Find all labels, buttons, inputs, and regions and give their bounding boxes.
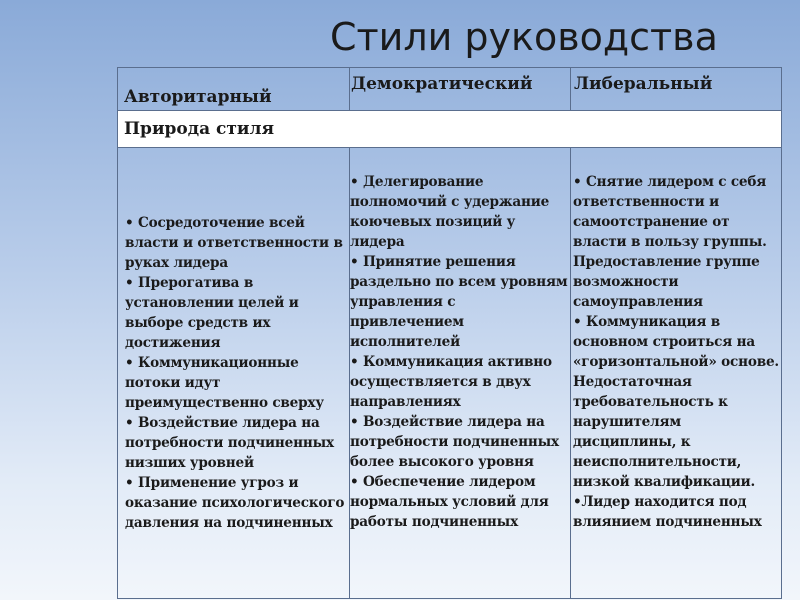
list-item: • Воздействие лидера на потребности подчиненных низших уровней [125, 415, 334, 471]
list-item: • Коммуникация активно осуществляется в двух направлениях [350, 354, 552, 410]
section-row [118, 111, 782, 148]
list-item: • Воздействие лидера на потребности подчиненных более высокого уровня [350, 414, 559, 470]
list-item: • Снятие лидером с себя ответственности и самоотстранение от власти в пользу группы. Предоставление группе возможности самоуправления [573, 174, 767, 310]
list-item: •Лидер находится под влиянием подчиненных [573, 494, 762, 530]
cell-authoritarian [118, 148, 350, 599]
cell-democratic [350, 148, 571, 599]
cell-liberal [571, 148, 782, 599]
list-item: • Делегирование полномочий с удержание коючевых позиций у лидера [350, 174, 550, 250]
header-authoritarian: Авторитарный [118, 68, 350, 111]
table-header-row [118, 68, 782, 111]
header-democratic: Демократический [350, 68, 571, 111]
list-item: • Сосредоточение всей власти и ответственности в руках лидера [125, 215, 343, 271]
list-item: • Принятие решения раздельно по всем уровням управления с привлечением исполнителей [350, 254, 568, 350]
list-item: • Прерогатива в установлении целей и выборе средств их достижения [125, 275, 299, 351]
content-row [118, 148, 782, 599]
leadership-styles-table [117, 67, 782, 599]
list-item: • Обеспечение лидером нормальных условий для работы подчиненных [350, 474, 549, 530]
header-liberal: Либеральный [571, 68, 782, 111]
slide-title: Стили руководства [330, 15, 718, 59]
list-item: • Применение угроз и оказание психологического давления на подчиненных [125, 475, 345, 531]
list-item: • Коммуникационные потоки идут преимущественно сверху [125, 355, 324, 411]
section-label-nature: Природа стиля [118, 111, 782, 148]
list-item: • Коммуникация в основном строиться на «горизонтальной» основе. Недостаточная требовательность к нарушителям дисциплины, к неисполнительности, низкой квалификации. [573, 314, 779, 490]
